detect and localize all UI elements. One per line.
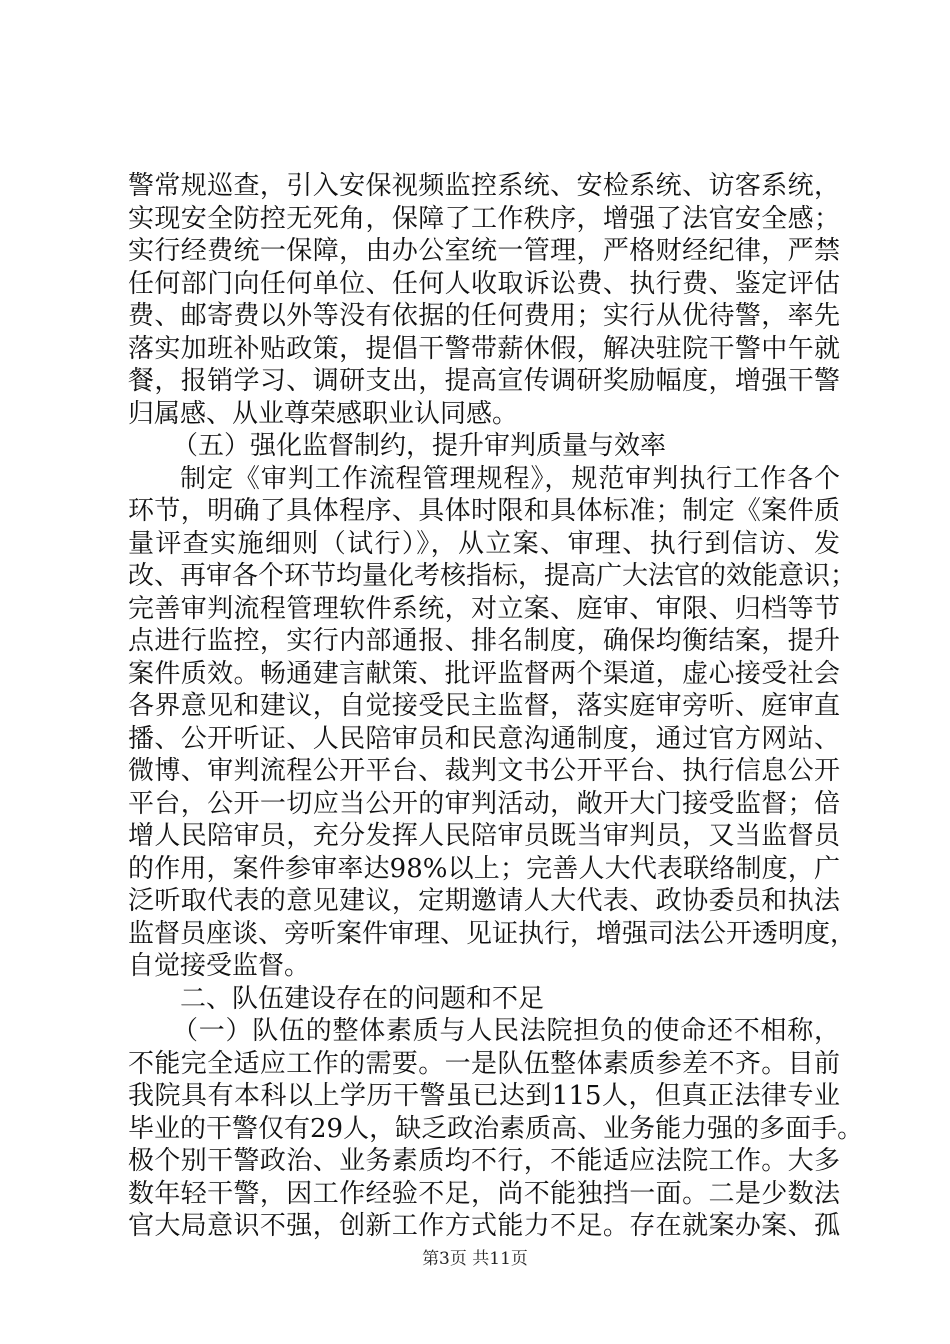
text-line: 任何部门向任何单位、任何人收取诉讼费、执行费、鉴定评估	[128, 268, 840, 299]
text-line: 监督员座谈、旁听案件审理、见证执行，增强司法公开透明度，	[128, 918, 857, 949]
document-body	[128, 170, 864, 1243]
text-line: （一）队伍的整体素质与人民法院担负的使命还不相称，	[172, 1016, 840, 1046]
text-line: 改、再审各个环节均量化考核指标，提高广大法官的效能意识；	[128, 561, 857, 591]
text-line: 费、邮寄费以外等没有依据的任何费用；实行从优待警，率先	[128, 301, 840, 331]
text-line: 微博、审判流程公开平台、裁判文书公开平台、执行信息公开	[128, 756, 840, 786]
text-line: 完善审判流程管理软件系统，对立案、庭审、审限、归档等节	[128, 593, 840, 624]
text-line: 实现安全防控无死角，保障了工作秩序，增强了法官安全感；	[128, 203, 840, 234]
text-line: 增人民陪审员，充分发挥人民陪审员既当审判员，又当监督员	[128, 821, 840, 851]
text-line: 不能完全适应工作的需要。一是队伍整体素质参差不齐。目前	[128, 1048, 840, 1079]
text-line: 极个别干警政治、业务素质均不行，不能适应法院工作。大多	[128, 1146, 840, 1176]
text-line: 餐，报销学习、调研支出，提高宣传调研奖励幅度，增强干警	[128, 366, 840, 396]
text-line: 泛听取代表的意见建议，定期邀请人大代表、政协委员和执法	[128, 886, 840, 916]
text-line: 的作用，案件参审率达98%以上；完善人大代表联络制度，广	[128, 853, 840, 884]
text-line: 我院具有本科以上学历干警虽已达到115人，但真正法律专业	[128, 1081, 840, 1111]
text-line: 落实加班补贴政策，提倡干警带薪休假，解决驻院干警中午就	[128, 333, 840, 364]
text-line: 数年轻干警，因工作经验不足，尚不能独挡一面。二是少数法	[128, 1178, 840, 1209]
text-line: 点进行监控，实行内部通报、排名制度，确保均衡结案，提升	[128, 626, 840, 656]
text-line: 案件质效。畅通建言献策、批评监督两个渠道，虚心接受社会	[128, 658, 840, 689]
page-footer: 第3页 共11页	[422, 1249, 528, 1269]
text-line: 平台，公开一切应当公开的审判活动，敞开大门接受监督；倍	[128, 788, 840, 819]
text-line: 实行经费统一保障，由办公室统一管理，严格财经纪律，严禁	[128, 236, 840, 266]
text-line: 环节，明确了具体程序、具体时限和具体标准；制定《案件质	[128, 496, 840, 526]
text-line: 自觉接受监督。	[128, 951, 311, 981]
text-line: 毕业的干警仅有29人，缺乏政治素质高、业务能力强的多面手。	[128, 1113, 864, 1144]
text-line: （五）强化监督制约，提升审判质量与效率	[172, 431, 667, 461]
text-line: 量评查实施细则（试行）》，从立案、审理、执行到信访、发	[128, 528, 840, 559]
text-line: 各界意见和建议，自觉接受民主监督，落实庭审旁听、庭审直	[128, 691, 840, 721]
text-line: 二、队伍建设存在的问题和不足	[180, 983, 545, 1014]
text-line: 归属感、从业尊荣感职业认同感。	[128, 398, 519, 429]
text-line: 警常规巡查，引入安保视频监控系统、安检系统、访客系统，	[128, 171, 840, 201]
text-line: 播、公开听证、人民陪审员和民意沟通制度，通过官方网站、	[128, 723, 840, 754]
text-line: 官大局意识不强，创新工作方式能力不足。存在就案办案、孤	[128, 1211, 840, 1241]
text-line: 制定《审判工作流程管理规程》，规范审判执行工作各个	[180, 463, 840, 494]
